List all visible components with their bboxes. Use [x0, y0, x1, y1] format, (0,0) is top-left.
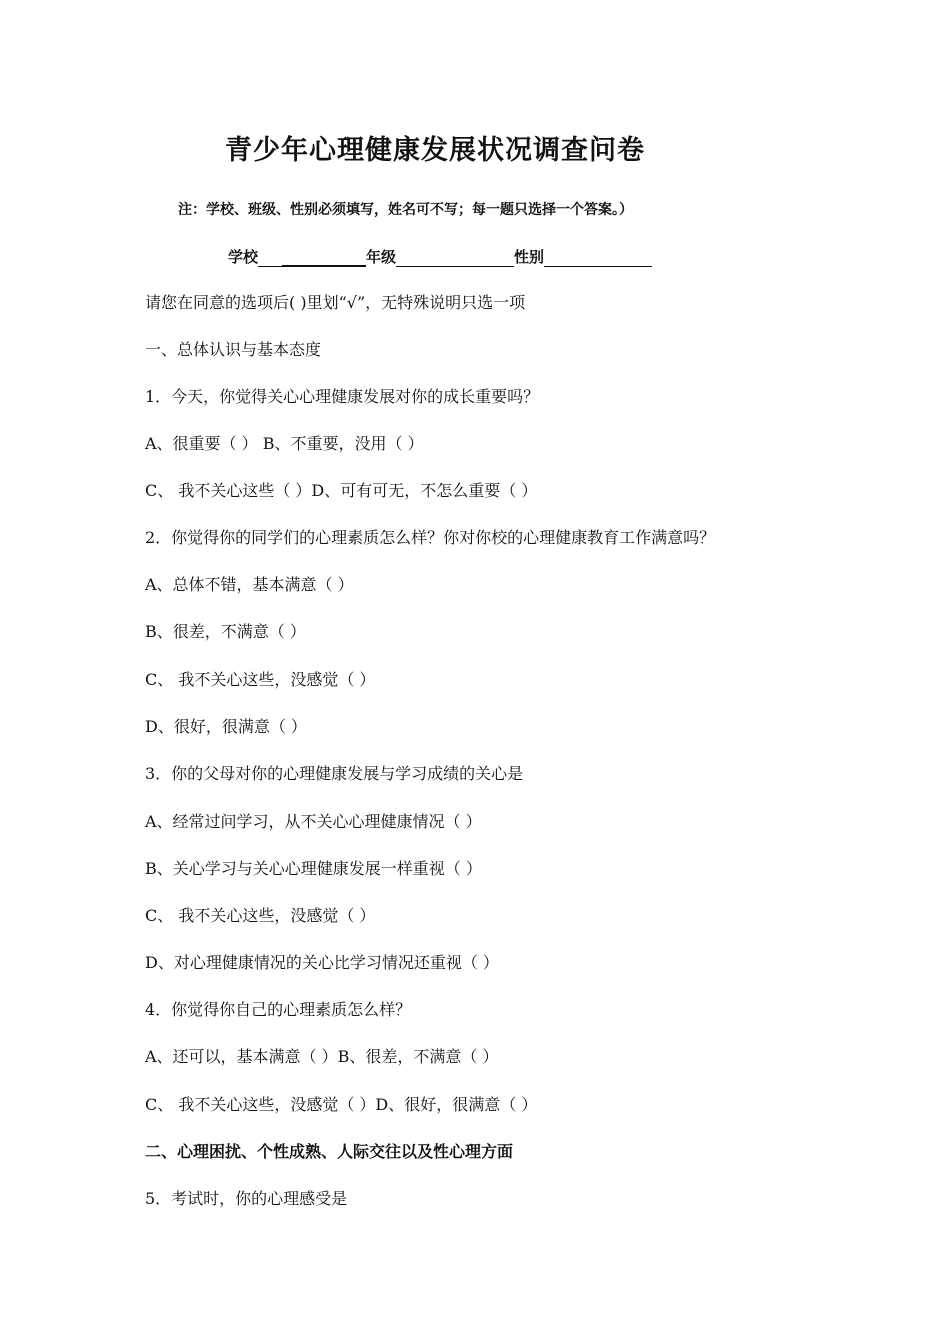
question-4-options-cd: C、 我不关心这些，没感觉（ ）D、很好，很满意（ ）: [145, 1095, 538, 1114]
question-2-option-c: C、 我不关心这些，没感觉（ ）: [145, 670, 376, 689]
info-fields: [228, 246, 652, 267]
question-1-options-cd: C、 我不关心这些（ ）D、可有可无，不怎么重要（ ）: [145, 481, 538, 500]
instruction-text: 请您在同意的选项后( )里划“√”，无特殊说明只选一项: [145, 293, 526, 312]
question-3-option-b: B、关心学习与关心心理健康发展一样重视（ ）: [145, 859, 482, 878]
question-2-option-d: D、很好，很满意（ ）: [145, 717, 307, 736]
question-2: 2．你觉得你的同学们的心理素质怎么样？你对你校的心理健康教育工作满意吗？: [145, 528, 716, 547]
grade-label: 年级: [366, 248, 397, 266]
question-1: 1．今天，你觉得关心心理健康发展对你的成长重要吗？: [145, 387, 540, 406]
section-1-heading: 一、总体认识与基本态度: [145, 340, 322, 359]
question-4-options-ab: A、还可以，基本满意（ ）B、很差，不满意（ ）: [145, 1047, 499, 1066]
question-2-option-b: B、很差，不满意（ ）: [145, 622, 306, 641]
gender-blank[interactable]: [544, 250, 652, 267]
question-4: 4．你觉得你自己的心理素质怎么样？: [145, 1000, 412, 1019]
document-title: 青少年心理健康发展状况调查问卷: [225, 135, 645, 166]
question-3: 3．你的父母对你的心理健康发展与学习成绩的关心是: [145, 764, 524, 783]
question-5: 5．考试时，你的心理感受是: [145, 1189, 348, 1208]
question-2-option-a: A、总体不错，基本满意（ ）: [145, 575, 354, 594]
question-3-option-c: C、 我不关心这些，没感觉（ ）: [145, 906, 376, 925]
school-blank[interactable]: [282, 249, 366, 267]
school-blank-lead: [258, 250, 282, 267]
instruction-note: 注：学校、班级、性别必须填写，姓名可不写；每一题只选择一个答案。）: [178, 202, 633, 218]
question-3-option-d: D、对心理健康情况的关心比学习情况还重视（ ）: [145, 953, 499, 972]
question-1-options-ab: A、很重要（ ） B、不重要，没用（ ）: [145, 434, 424, 453]
gender-label: 性别: [514, 248, 545, 266]
question-3-option-a: A、经常过问学习，从不关心心理健康情况（ ）: [145, 812, 482, 831]
school-label: 学校: [228, 248, 259, 266]
section-2-heading: 二、心理困扰、个性成熟、人际交往以及性心理方面: [145, 1142, 514, 1161]
grade-blank[interactable]: [396, 250, 514, 267]
